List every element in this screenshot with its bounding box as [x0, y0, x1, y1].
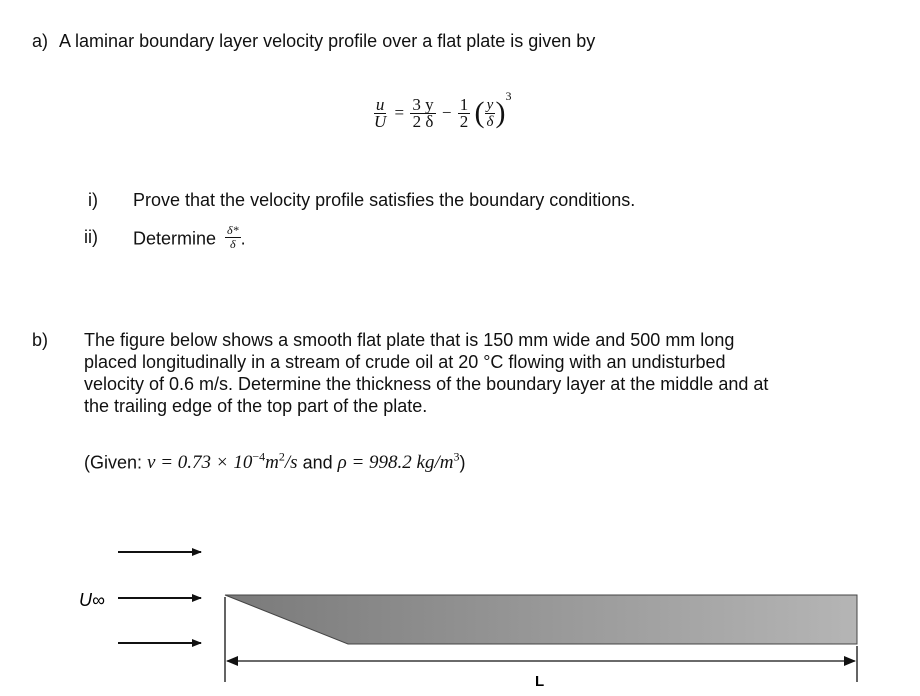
term1-numerator: 3 y	[412, 94, 434, 114]
term2-denominator: 2	[459, 111, 469, 131]
flat-plate	[225, 595, 857, 644]
part-b-paragraph	[84, 329, 884, 417]
left-paren: (	[474, 96, 485, 129]
given-prefix: (Given:	[84, 452, 148, 473]
lhs-fraction	[372, 94, 388, 131]
plate-figure	[0, 530, 920, 696]
item-ii-period: .	[240, 228, 246, 249]
part-a-intro: A laminar boundary layer velocity profile over a flat plate is given by	[59, 31, 596, 51]
item-ii-content	[133, 223, 246, 253]
rho-value: ρ = 998.2 kg/m	[337, 452, 454, 474]
given-and: and	[297, 452, 338, 473]
flow-velocity-label: U∞	[79, 590, 105, 610]
paragraph-line: placed longitudinally in a stream of crude oil at 20 °C flowing with an undisturbed	[84, 352, 726, 372]
paragraph-line: The figure below shows a smooth flat plate that is 150 mm wide and 500 mm long	[84, 330, 735, 350]
paren-denominator: δ	[486, 113, 494, 130]
term2-numerator: 1	[459, 94, 469, 114]
nu-exponent: −4	[252, 450, 266, 464]
exponent: 3	[505, 89, 512, 104]
part-a-heading	[32, 30, 595, 52]
nu-value: ν = 0.73 × 10	[147, 452, 253, 474]
right-paren: )	[495, 96, 506, 129]
minus-sign: −	[441, 103, 452, 122]
term1-denominator: 2 δ	[412, 111, 434, 131]
dimension-arrow-left	[226, 656, 238, 666]
nu-expression	[147, 452, 298, 473]
item-ii-text: Determine	[133, 228, 217, 249]
part-a-label: a)	[32, 31, 49, 51]
term1-fraction	[410, 94, 435, 131]
lhs-numerator: u	[375, 94, 385, 114]
nu-unit: m	[265, 452, 279, 474]
given-values	[84, 446, 465, 474]
ratio-denominator: δ	[230, 237, 236, 251]
item-i-label: i)	[88, 190, 98, 210]
paragraph-line: the trailing edge of the top part of the plate.	[84, 396, 428, 416]
part-b-label: b)	[32, 330, 49, 350]
velocity-profile-equation	[372, 89, 512, 131]
displacement-ratio	[225, 224, 241, 251]
dimension-arrow-right	[844, 656, 856, 666]
paren-numerator: y	[486, 96, 494, 113]
paragraph-line: velocity of 0.6 m/s. Determine the thickness of the boundary layer at the middle and at	[84, 374, 769, 394]
equals-sign: =	[394, 103, 405, 122]
rho-expression	[338, 452, 460, 473]
nu-unit-exponent: 2	[278, 450, 285, 464]
nu-unit-tail: /s	[284, 452, 298, 474]
rho-exponent: 3	[453, 450, 460, 464]
term2-fraction	[458, 94, 471, 131]
item-ii-label: ii)	[84, 227, 98, 247]
paren-fraction	[484, 97, 495, 130]
ratio-numerator: δ*	[227, 223, 239, 237]
lhs-denominator: U	[374, 111, 387, 131]
given-suffix: )	[459, 452, 466, 473]
item-i-text: Prove that the velocity profile satisfies the boundary conditions.	[133, 190, 636, 210]
length-label: L	[535, 673, 545, 690]
